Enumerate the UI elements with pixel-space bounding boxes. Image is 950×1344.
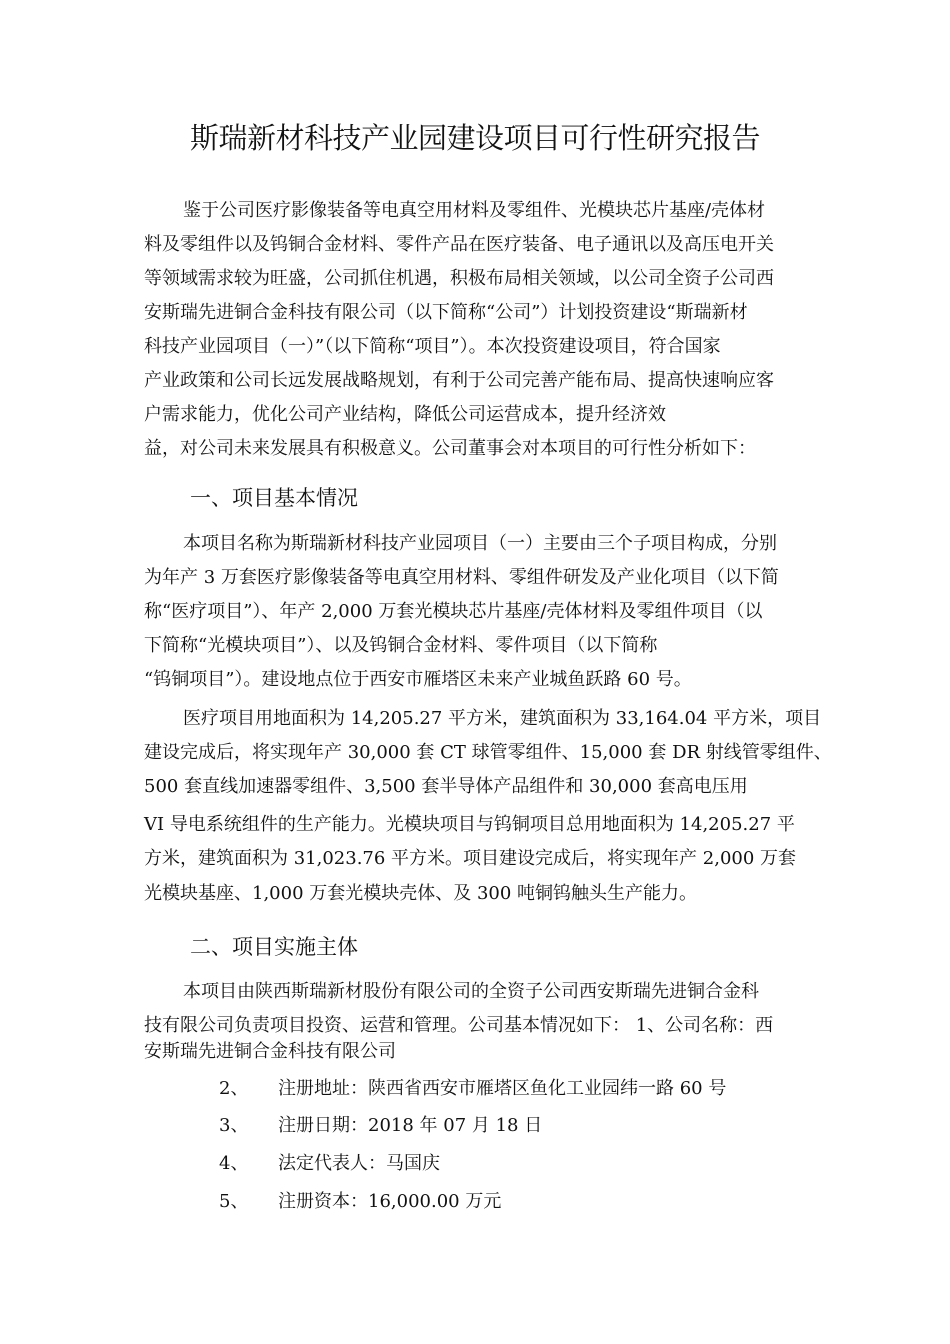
text-line: 本项目由陕西斯瑞新材股份有限公司的全资子公司西安斯瑞先进铜合金科: [183, 981, 759, 1002]
list-number: 2、: [219, 1078, 249, 1099]
list-text: 注册资本：16,000.00 万元: [278, 1191, 502, 1212]
list-text: 法定代表人：马国庆: [278, 1153, 440, 1174]
text-line: 等领域需求较为旺盛，公司抓住机遇，积极布局相关领域，以公司全资子公司西: [144, 268, 774, 289]
text-line: 产业政策和公司长远发展战略规划，有利于公司完善产能布局、提高快速响应客: [144, 370, 774, 391]
list-text: 注册地址：陕西省西安市雁塔区鱼化工业园纬一路 60 号: [278, 1078, 727, 1099]
section-heading: 二、项目实施主体: [190, 935, 358, 959]
text-line: 益，对公司未来发展具有积极意义。公司董事会对本项目的可行性分析如下：: [144, 438, 756, 459]
text-line: 下简称“光模块项目”）、以及钨铜合金材料、零件项目（以下简称: [144, 635, 658, 656]
text-line: 安斯瑞先进铜合金科技有限公司: [144, 1041, 396, 1062]
section-heading: 一、项目基本情况: [190, 486, 358, 510]
text-line: 科技产业园项目（一）”（以下简称“项目”）。本次投资建设项目，符合国家: [144, 336, 721, 357]
text-line: 本项目名称为斯瑞新材科技产业园项目（一）主要由三个子项目构成，分别: [183, 533, 777, 554]
list-number: 4、: [219, 1153, 249, 1174]
text-line: 称“医疗项目”）、年产 2,000 万套光模块芯片基座/壳体材料及零组件项目（以: [144, 601, 763, 622]
list-text: 注册日期：2018 年 07 月 18 日: [278, 1115, 543, 1136]
text-line: 光模块基座、1,000 万套光模块壳体、及 300 吨铜钨触头生产能力。: [144, 883, 698, 904]
text-line: 料及零组件以及钨铜合金材料、零件产品在医疗装备、电子通讯以及高压电开关: [144, 234, 774, 255]
page-title: 斯瑞新材科技产业园建设项目可行性研究报告: [189, 121, 760, 155]
text-line: 方米，建筑面积为 31,023.76 平方米。项目建设完成后，将实现年产 2,000 万套: [144, 848, 797, 869]
text-line: 户需求能力，优化公司产业结构，降低公司运营成本，提升经济效: [144, 404, 666, 425]
text-line: 建设完成后，将实现年产 30,000 套 CT 球管零组件、15,000 套 DR 射线管零组件、: [144, 742, 832, 763]
text-line: “钨铜项目”）。建设地点位于西安市雁塔区未来产业城鱼跃路 60 号。: [144, 669, 692, 690]
text-line: 技有限公司负责项目投资、运营和管理。公司基本情况如下： 1、公司名称：西: [144, 1015, 774, 1036]
list-number: 3、: [219, 1115, 249, 1136]
text-line: VI 导电系统组件的生产能力。光模块项目与钨铜项目总用地面积为 14,205.27 平: [144, 814, 795, 835]
text-line: 安斯瑞先进铜合金科技有限公司（以下简称“公司”）计划投资建设“斯瑞新材: [144, 302, 748, 323]
text-line: 鉴于公司医疗影像装备等电真空用材料及零组件、光模块芯片基座/壳体材: [183, 200, 766, 221]
list-number: 5、: [219, 1191, 249, 1212]
text-line: 500 套直线加速器零组件、3,500 套半导体产品组件和 30,000 套高电压用: [144, 776, 748, 797]
text-line: 为年产 3 万套医疗影像装备等电真空用材料、零组件研发及产业化项目（以下简: [144, 567, 779, 588]
text-line: 医疗项目用地面积为 14,205.27 平方米，建筑面积为 33,164.04 平方米，项目: [183, 708, 822, 729]
